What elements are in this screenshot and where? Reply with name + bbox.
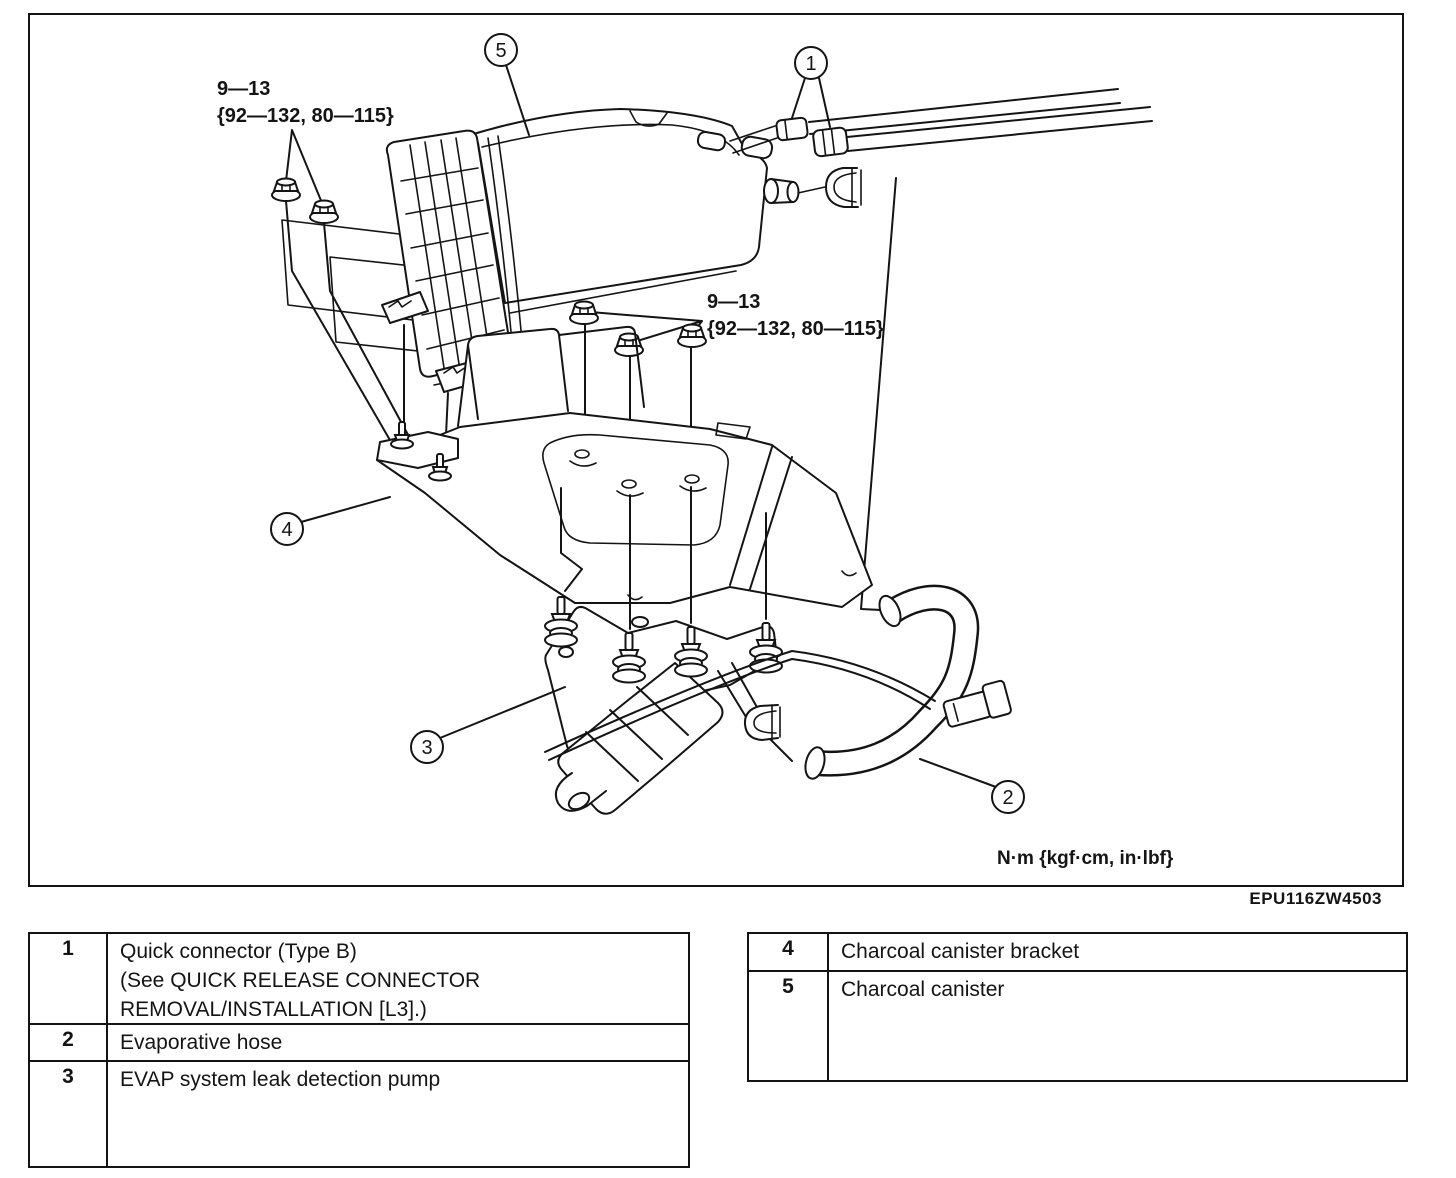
flange-nut (678, 325, 706, 348)
callout-5-label: 5 (495, 40, 507, 62)
callout-2 (920, 759, 1024, 813)
row-number: 3 (30, 1062, 108, 1166)
row-number: 4 (749, 934, 829, 970)
flange-nut (272, 179, 300, 202)
table-row (749, 934, 1406, 972)
legend-table-left (28, 932, 690, 1168)
description-line: Charcoal canister bracket (841, 940, 1080, 963)
torque-spec-upper (217, 78, 394, 223)
callout-1 (792, 47, 830, 127)
torque-upper-line2: {92—132, 80—115} (217, 105, 394, 127)
pump-mount-stud (545, 597, 577, 647)
figure-code: EPU116ZW4503 (1249, 889, 1382, 908)
callout-2-label: 2 (1002, 787, 1014, 809)
row-description (108, 1025, 688, 1060)
callout-3-label: 3 (421, 737, 433, 759)
bracket-stud (391, 422, 413, 449)
callout-1-label: 1 (805, 53, 817, 75)
hose-connection-leader (861, 178, 896, 610)
row-description (829, 934, 1406, 970)
torque-mid-line2: {92—132, 80—115} (707, 318, 884, 340)
exploded-diagram (30, 15, 1406, 889)
legend-table-right (747, 932, 1408, 1082)
description-line: Charcoal canister (841, 978, 1005, 1001)
table-row (30, 1062, 688, 1166)
flange-nut (310, 201, 338, 224)
callout-5 (485, 34, 529, 135)
torque-upper-line1: 9—13 (217, 78, 271, 100)
row-number: 5 (749, 972, 829, 1080)
description-line: (See QUICK RELEASE CONNECTOR (120, 969, 481, 992)
torque-mid-line1: 9—13 (707, 291, 761, 313)
pipe-clamp (798, 168, 861, 207)
description-line: Evaporative hose (120, 1031, 283, 1054)
evaporative-hose (802, 593, 966, 781)
row-description (108, 934, 688, 1023)
callout-4-label: 4 (281, 519, 293, 541)
callout-4 (271, 497, 390, 545)
description-line: Quick connector (Type B) (120, 940, 357, 963)
callout-3 (411, 687, 565, 763)
evap-leak-detection-pump (545, 597, 782, 814)
quick-connectors (730, 89, 1152, 157)
flange-nut (615, 334, 643, 357)
table-row (30, 1025, 688, 1062)
description-line: REMOVAL/INSTALLATION [L3].) (120, 998, 427, 1021)
flange-nut (570, 302, 598, 325)
table-row (749, 972, 1406, 1080)
figure-frame (28, 13, 1404, 887)
row-number: 2 (30, 1025, 108, 1060)
row-description (108, 1062, 688, 1166)
table-row (30, 934, 688, 1025)
row-number: 1 (30, 934, 108, 1023)
units-caption: N·m {kgf·cm, in·lbf} (997, 848, 1174, 869)
description-line: EVAP system leak detection pump (120, 1068, 441, 1091)
row-description (829, 972, 1406, 1080)
